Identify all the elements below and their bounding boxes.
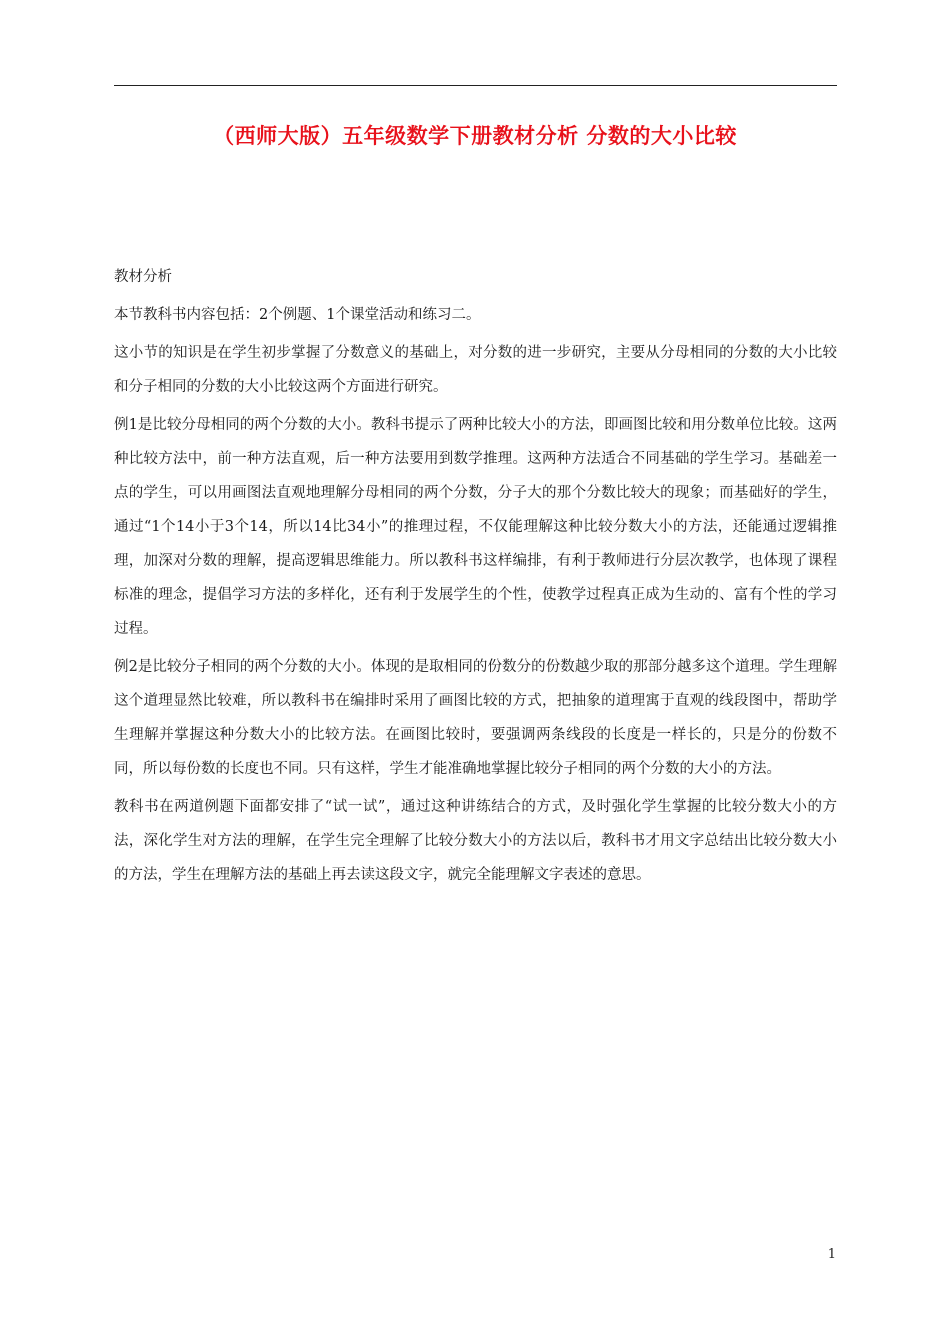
paragraph-4: 例2是比较分子相同的两个分数的大小。体现的是取相同的份数分的份数越少取的那部分越多这个道理。学生理解这个道理显然比较难，所以教科书在编排时采用了画图比较的方式，把抽象的道理寓于直观的线段图中，帮助学生理解并掌握这种分数大小的比较方法。在画图比较时，要强调两条线段的长度是一样长的，只是分的份数不同，所以每份数的长度也不同。只有这样，学生才能准确地掌握比较分子相同的两个分数的大小的方法。 (114, 659, 837, 777)
paragraph-1: 本节教科书内容包括：2个例题、1个课堂活动和练习二。 (114, 307, 481, 323)
paragraph-5: 教科书在两道例题下面都安排了“试一试”，通过这种讲练结合的方式，及时强化学生掌握的比较分数大小的方法，深化学生对方法的理解，在学生完全理解了比较分数大小的方法以后，教科书才用文字总结出比较分数大小的方法，学生在理解方法的基础上再去读这段文字，就完全能理解文字表述的意思。 (114, 799, 837, 883)
section-heading: 教材分析 (114, 269, 172, 285)
document-body (114, 260, 837, 892)
paragraph-3: 例1是比较分母相同的两个分数的大小。教科书提示了两种比较大小的方法，即画图比较和用分数单位比较。这两种比较方法中，前一种方法直观，后一种方法要用到数学推理。这两种方法适合不同基础的学生学习。基础差一点的学生，可以用画图法直观地理解分母相同的两个分数，分子大的那个分数比较大的现象；而基础好的学生，通过“1个14小于3个14，所以14比34小”的推理过程，不仅能理解这种比较分数大小的方法，还能通过逻辑推理，加深对分数的理解，提高逻辑思维能力。所以教科书这样编排，有利于教师进行分层次教学，也体现了课程标准的理念，提倡学习方法的多样化，还有利于发展学生的个性，使教学过程真正成为生动的、富有个性的学习过程。 (114, 417, 837, 637)
paragraph-2: 这小节的知识是在学生初步掌握了分数意义的基础上，对分数的进一步研究，主要从分母相同的分数的大小比较和分子相同的分数的大小比较这两个方面进行研究。 (114, 345, 837, 395)
header-rule (114, 85, 837, 86)
document-title: （西师大版）五年级数学下册教材分析 分数的大小比较 (213, 124, 737, 148)
page-number: 1 (827, 1247, 836, 1262)
